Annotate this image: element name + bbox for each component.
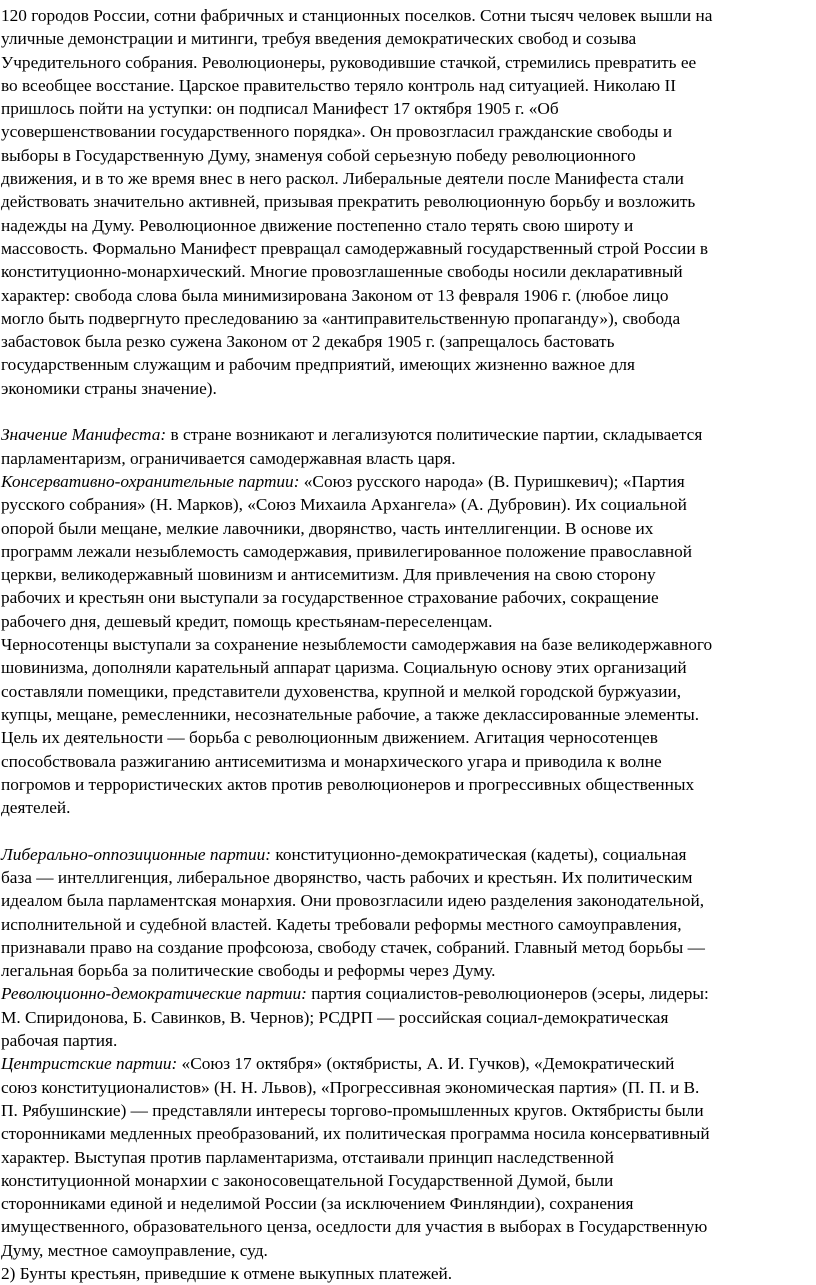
revolutionary-label: Революционно-демократические партии: (1, 984, 307, 1004)
liberal-parties-paragraph: Либерально-оппозиционные партии: конституционно-демократическая (кадеты), социальная база — интеллигенция, либеральное дворянство, часть рабочих и крестьян. Их политическим идеалом была парламентская монархия. Они провозгласили идею разделения законодательной, исполнительной и судебной властей. Кадеты требовали реформы местного самоуправления, признавали право на создание профсоюза, свободу стачек, собраний. Главный метод борьбы — легальная борьба за политические свободы и реформы через Думу. (1, 844, 705, 981)
conservative-label: Консервативно-охранительные партии: (1, 471, 300, 491)
blank-line (1, 400, 814, 423)
black-hundreds-paragraph: Черносотенцы выступали за сохранение незыблемости самодержавия на базе великодержавного шовинизма, дополняли карательный аппарат царизма. Социальную основу этих организаций составляли помещики, представители духовенства, крупной и мелкой городской буржуазии, купцы, мещане, ремесленники, несознательные рабочие, а также деклассированные элементы. Цель их деятельности — борьба с революционным движением. Агитация черносотенцев способствовала разжиганию антисемитизма и монархического угара и приводила к волне погромов и террористических актов против революционеров и прогрессивных общественных деятелей. (1, 635, 713, 818)
liberal-label: Либерально-оппозиционные партии: (1, 844, 272, 864)
list-item-2: 2) Бунты крестьян, приведшие к отмене выкупных платежей. (1, 1264, 453, 1284)
blank-line (1, 819, 814, 842)
manifest-label: Значение Манифеста: (1, 425, 167, 445)
intro-paragraph: 120 городов России, сотни фабричных и станционных поселков. Сотни тысяч человек вышли на уличные демонстрации и митинги, требуя введения демократических свобод и созыва Учредительного собрания. Революционеры, руководившие стачкой, стремились превратить ее во всеобщее восстание. Царское правительство теряло контроль над ситуацией. Николаю II пришлось пойти на уступки: он подписал Манифест 17 октября 1905 г. «Об усовершенствовании государственного порядка». Он провозгласил гражданские свободы и выборы в Государственную Думу, знаменуя собой серьезную победу революционного движения, и в то же время внес в него раскол. Либеральные деятели после Манифеста стали действовать значительно активней, призывая прекратить революционную борьбу и возложить надежды на Думу. Революционное движение постепенно стало терять свою широту и массовость. Формально Манифест превращал самодержавный государственный строй России в конституционно-монархический. Многие провозглашенные свободы носили декларативный характер: свобода слова была минимизирована Законом от 13 февраля 1906 г. (любое лицо могло быть подвергнуто преследованию за «антиправительственную пропаганду»), свобода забастовок была резко сужена Законом от 2 декабря 1905 г. (запрещалось бастовать государственным служащим и рабочим предприятий, имеющих жизненно важное для экономики страны значение). (1, 6, 713, 398)
centrist-label: Центристские партии: (1, 1054, 178, 1074)
manifest-significance-paragraph: Значение Манифеста: в стране возникают и легализуются политические партии, складывается парламентаризм, ограничивается самодержавная власть царя. (1, 425, 703, 468)
centrist-parties-paragraph: Центристские партии: «Союз 17 октября» (октябристы, А. И. Гучков), «Демократический союз конституционалистов» (Н. Н. Львов), «Прогрессивная экономическая партия» (П. П. и В. П. Рябушинские) — представляли интересы торгово-промышленных кругов. Октябристы были сторонниками медленных преобразований, их политическая программа носила консервативный характер. Выступая против парламентаризма, отстаивали принцип наследственной конституционной монархии с законосовещательной Государственной Думой, были сторонниками единой и неделимой России (за исключением Финляндии), сохранения имущественного, образовательного ценза, оседлости для участия в выборах в Государственную Думу, местное самоуправление, суд. (1, 1054, 710, 1260)
revolutionary-parties-paragraph: Революционно-демократические партии: партия социалистов-революционеров (эсеры, лидеры: М. Спиридонова, Б. Савинков, В. Чернов); РСДРП — российская социал-демократическая рабочая партия. (1, 984, 709, 1051)
conservative-parties-paragraph: Консервативно-охранительные партии: «Союз русского народа» (В. Пуришкевич); «Партия русского собрания» (Н. Марков), «Союз Михаила Архангела» (А. Дубровин). Их социальной опорой были мещане, мелкие лавочники, дворянство, часть интеллигенции. В основе их программ лежали незыблемость самодержавия, привилегированное положение православной церкви, великодержавный шовинизм и антисемитизм. Для привлечения на свою сторону рабочих и крестьян они выступали за государственное страхование рабочих, сокращение рабочего дня, дешевый кредит, помощь крестьянам-переселенцам. (1, 471, 693, 631)
